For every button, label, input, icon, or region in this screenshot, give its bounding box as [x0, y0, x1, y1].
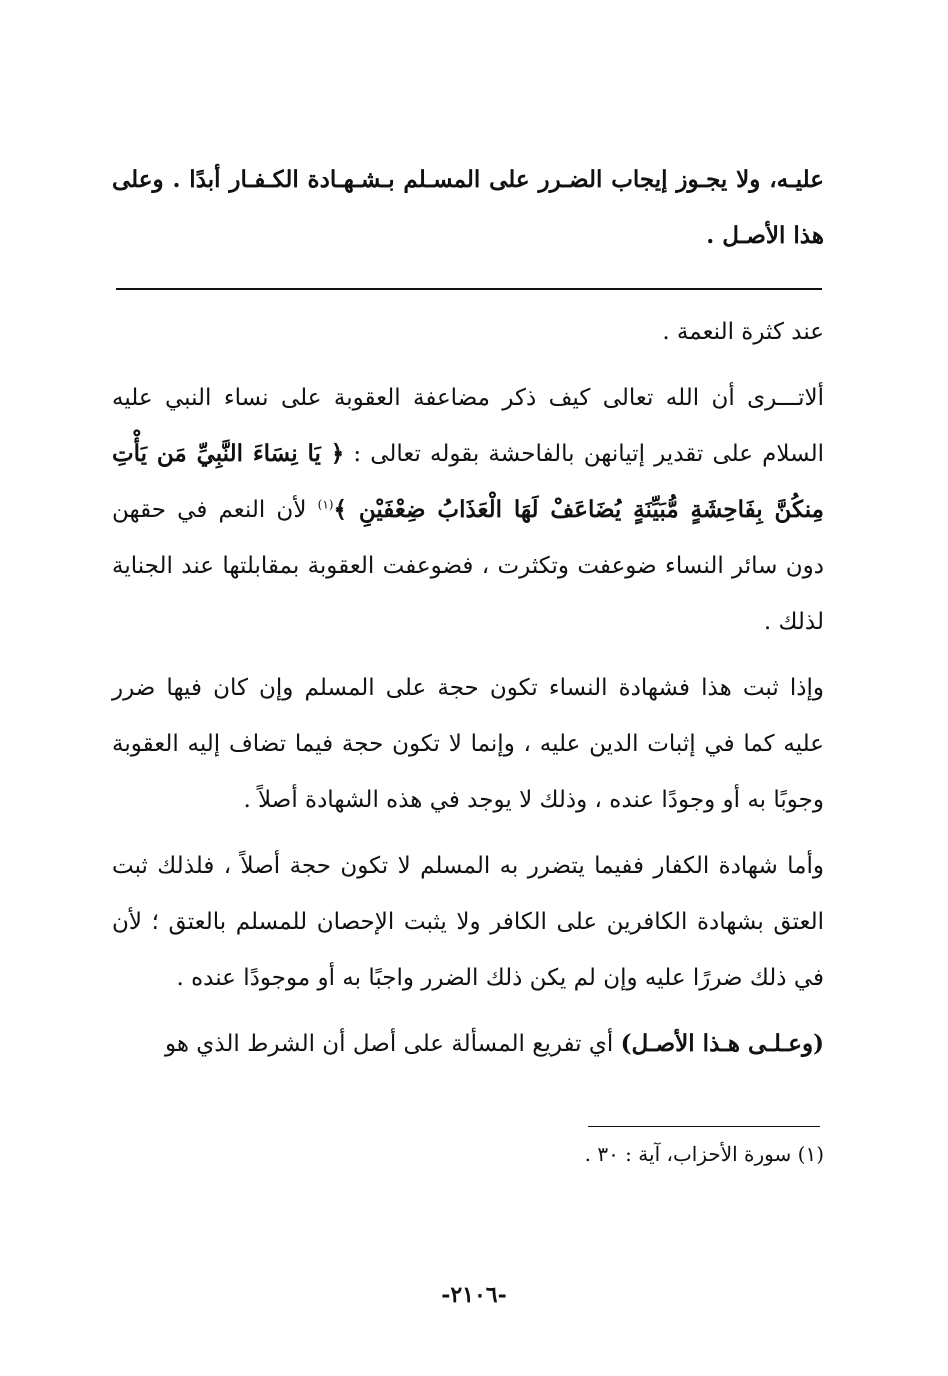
paragraph-5-rest: أي تفريع المسألة على أصل أن الشرط الذي هو — [164, 1031, 621, 1057]
commentary-paragraph-1: عند كثرة النعمة . — [662, 319, 824, 345]
page-number: -٢١٠٦- — [441, 1282, 507, 1308]
commentary-paragraph-5 — [112, 1016, 824, 1072]
footnote-1: (١) سورة الأحزاب، آية : ٣٠ . — [584, 1142, 824, 1166]
footnote-marker: (١) — [317, 497, 334, 512]
matn-separator-line — [116, 288, 822, 290]
paragraph-2-intro: ألاتـــرى أن الله تعالى كيف ذكر مضاعفة العقوبة على نساء النبي عليه السلام على تقدير إتيانهن بالفاحشة بقوله تعالى : — [112, 385, 824, 467]
commentary-paragraph-2 — [112, 370, 824, 650]
commentary-paragraph-3: وإذا ثبت هذا فشهادة النساء تكون حجة على المسلم وإن كان فيها ضرر عليه كما في إثبات الدين عليه ، وإنما لا تكون حجة فيما تضاف إليه العقوبة وجوبًا به أو وجودًا عنده ، وذلك لا يوجد في هذه الشهادة أصلاً . — [112, 675, 824, 813]
footnotes — [112, 1134, 824, 1174]
footnote-separator-line — [588, 1126, 820, 1127]
quran-verse: ﴿ يَا نِسَاءَ النَّبِيِّ مَن يَأْتِ مِنكُنَّ بِفَاحِشَةٍ مُّبَيِّنَةٍ يُضَاعَفْ لَهَا الْعَذَابُ ضِعْفَيْنِ ﴾ — [112, 440, 825, 523]
commentary-text — [112, 304, 824, 1082]
paragraph-2-rest: لأن النعم في حقهن دون سائر النساء ضوعفت وتكثرت ، فضوعفت العقوبة بمقابلتها عند الجناية لذلك . — [112, 497, 824, 635]
matn-quote: (وعـلـى هـذا الأصـل) — [620, 1030, 824, 1057]
matn-text — [112, 152, 824, 264]
matn-paragraph: عليـه، ولا يجـوز إيجاب الضـرر على المسـلم بـشـهـادة الكـفـار أبدًا . وعلى هذا الأصـل . — [112, 166, 824, 249]
commentary-paragraph-4: وأما شهادة الكفار ففيما يتضرر به المسلم لا تكون حجة أصلاً ، فلذلك ثبت العتق بشهادة الكافرين على الكافر ولا يثبت الإحصان للمسلم بالعتق ؛ لأن في ذلك ضررًا عليه وإن لم يكن ذلك الضرر واجبًا به أو موجودًا عنده . — [112, 853, 824, 991]
